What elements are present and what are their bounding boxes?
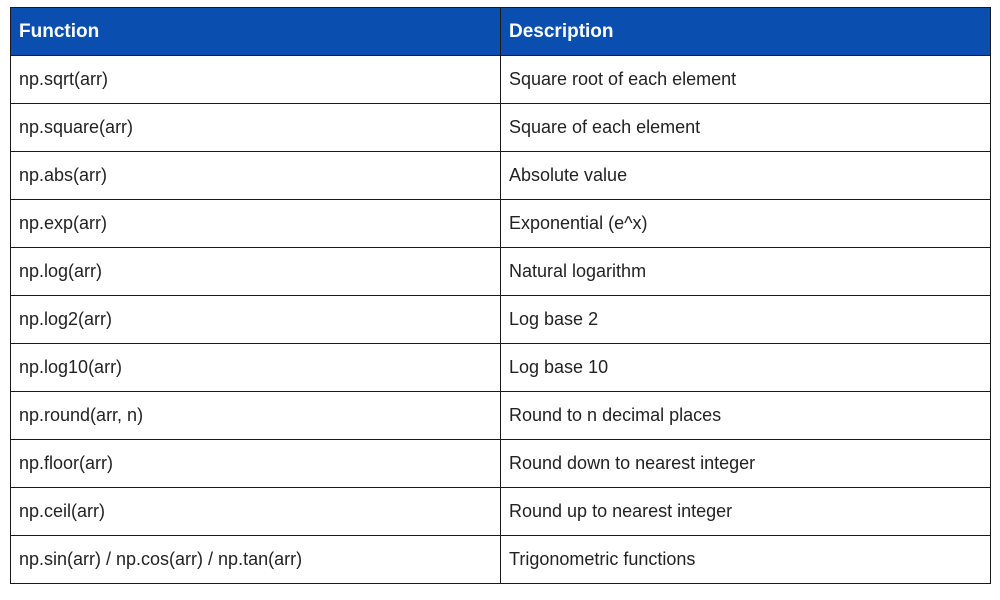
header-description: Description: [501, 8, 991, 56]
table-row: [11, 344, 991, 392]
table-row: [11, 488, 991, 536]
table-header: [11, 8, 991, 56]
description-cell: Square root of each element: [501, 56, 991, 104]
table-row: [11, 200, 991, 248]
header-row: [11, 8, 991, 56]
function-cell: np.exp(arr): [11, 200, 501, 248]
description-cell: Log base 10: [501, 344, 991, 392]
table-body: [11, 56, 991, 584]
table-row: [11, 104, 991, 152]
table-row: [11, 152, 991, 200]
function-cell: np.log(arr): [11, 248, 501, 296]
function-cell: np.ceil(arr): [11, 488, 501, 536]
function-cell: np.log10(arr): [11, 344, 501, 392]
function-cell: np.square(arr): [11, 104, 501, 152]
numpy-functions-table: [10, 7, 991, 584]
table-row: [11, 296, 991, 344]
function-cell: np.sin(arr) / np.cos(arr) / np.tan(arr): [11, 536, 501, 584]
function-cell: np.sqrt(arr): [11, 56, 501, 104]
table-row: [11, 392, 991, 440]
description-cell: Exponential (e^x): [501, 200, 991, 248]
table-row: [11, 440, 991, 488]
description-cell: Round down to nearest integer: [501, 440, 991, 488]
table-row: [11, 248, 991, 296]
description-cell: Round up to nearest integer: [501, 488, 991, 536]
function-cell: np.round(arr, n): [11, 392, 501, 440]
description-cell: Natural logarithm: [501, 248, 991, 296]
function-cell: np.abs(arr): [11, 152, 501, 200]
description-cell: Absolute value: [501, 152, 991, 200]
table-row: [11, 536, 991, 584]
function-cell: np.log2(arr): [11, 296, 501, 344]
description-cell: Trigonometric functions: [501, 536, 991, 584]
description-cell: Log base 2: [501, 296, 991, 344]
header-function: Function: [11, 8, 501, 56]
description-cell: Round to n decimal places: [501, 392, 991, 440]
table-row: [11, 56, 991, 104]
function-cell: np.floor(arr): [11, 440, 501, 488]
description-cell: Square of each element: [501, 104, 991, 152]
